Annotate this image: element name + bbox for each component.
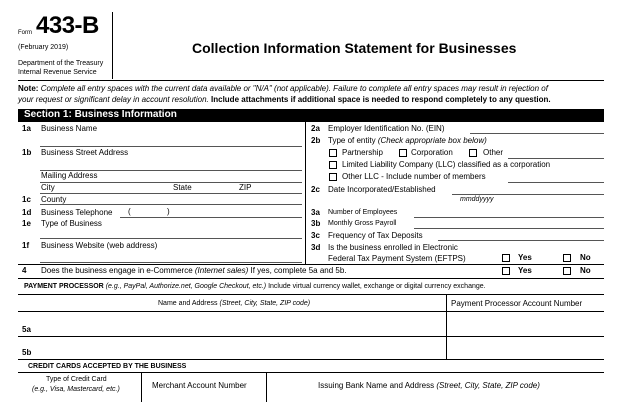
date-incorporated-field[interactable] [452, 194, 604, 195]
payment-processor-heading [24, 283, 486, 290]
pp-col-account-number: Payment Processor Account Number [451, 299, 583, 308]
pp-col-name-address [158, 300, 310, 307]
other-llc-checkbox[interactable] [329, 173, 337, 181]
agency-line1: Department of the Treasury [18, 60, 104, 67]
type-of-business-field[interactable] [40, 238, 302, 239]
cc-divider-2 [266, 372, 267, 402]
header-divider [112, 12, 113, 79]
telephone-open-paren: ( [128, 207, 131, 216]
num-3a: 3a [311, 208, 320, 217]
other-checkbox[interactable] [469, 149, 477, 157]
cc-col-issuing-bank-italic: (Street, City, State, ZIP code) [436, 381, 540, 390]
ecommerce-no-checkbox[interactable] [563, 267, 571, 275]
num-3b: 3b [311, 219, 321, 228]
note-line2 [18, 95, 551, 104]
num-4: 4 [22, 266, 27, 275]
entity-type-label [328, 136, 487, 145]
business-name-field[interactable] [40, 146, 302, 147]
num-1d: 1d [22, 208, 32, 217]
q4-bottom-rule [18, 278, 604, 279]
ecommerce-yes-checkbox[interactable] [502, 267, 510, 275]
note-text1: Complete all entry spaces with the current data available or "N/A" (not applicable). Failure to complete all entry spaces may result in rejection of [40, 84, 548, 93]
payment-processor-heading-rest: Include virtual currency wallet, exchange or digital currency exchange. [268, 283, 486, 290]
other-entity-field[interactable] [508, 158, 604, 159]
page-title: Collection Information Statement for Businesses [192, 40, 517, 56]
eftps-no-label: No [580, 253, 591, 262]
llc-corporation-checkbox[interactable] [329, 161, 337, 169]
telephone-label: Business Telephone [41, 208, 113, 217]
credit-cards-heading: CREDIT CARDS ACCEPTED BY THE BUSINESS [28, 363, 187, 370]
row-5b-account-field[interactable] [447, 337, 604, 359]
employees-label: Number of Employees [328, 209, 398, 216]
gross-payroll-field[interactable] [414, 228, 604, 229]
state-label: State [173, 183, 192, 192]
num-1e: 1e [22, 219, 31, 228]
note-line1 [18, 84, 548, 93]
row-5b-name-field[interactable] [40, 337, 445, 359]
num-2b: 2b [311, 136, 321, 145]
num-1a: 1a [22, 124, 31, 133]
website-label: Business Website (web address) [41, 241, 158, 250]
eftps-no-checkbox[interactable] [563, 254, 571, 262]
num-2a: 2a [311, 124, 320, 133]
city-state-zip-field[interactable] [40, 193, 302, 194]
num-1c: 1c [22, 195, 31, 204]
ecommerce-question [41, 266, 347, 275]
credit-cards-header-rule [18, 372, 604, 373]
cc-col-type-line2: (e.g., Visa, Mastercard, etc.) [32, 386, 120, 393]
city-label: City [41, 183, 55, 192]
section1-title: Section 1: Business Information [24, 109, 177, 120]
section1-bottom-rule [18, 264, 604, 265]
row-5b-rule [18, 359, 604, 360]
cc-divider-1 [141, 372, 142, 402]
num-2c: 2c [311, 185, 320, 194]
tax-deposits-label: Frequency of Tax Deposits [328, 231, 423, 240]
other-label: Other [483, 148, 504, 157]
note-text2: your request or significant delay in account resolution. [18, 95, 209, 104]
ein-label: Employer Identification No. (EIN) [328, 124, 445, 133]
pp-col-name-address-text: Name and Address [158, 300, 218, 307]
type-of-business-label: Type of Business [41, 219, 102, 228]
ecommerce-yes-label: Yes [518, 266, 532, 275]
payment-processor-heading-italic: (e.g., PayPal, Authorize.net, Google Checkout, etc.) [105, 283, 267, 290]
note-text2-bold: Include attachments if additional space is needed to respond completely to any question. [211, 95, 551, 104]
form-number: 433-B [36, 12, 99, 39]
eftps-label-line2: Federal Tax Payment System (EFTPS) [328, 254, 466, 263]
date-format-hint: mmddyyyy [460, 196, 494, 203]
ecommerce-text-italic: (Internet sales) [194, 266, 249, 275]
agency-line2: Internal Revenue Service [18, 69, 97, 76]
form-label: Form [18, 30, 32, 36]
employees-field[interactable] [414, 217, 604, 218]
payment-processor-heading-bold: PAYMENT PROCESSOR [24, 283, 104, 290]
ecommerce-no-label: No [580, 266, 591, 275]
cc-col-type-line1: Type of Credit Card [46, 376, 107, 383]
llc-members-field[interactable] [508, 182, 604, 183]
telephone-close-paren: ) [167, 207, 170, 216]
num-1b: 1b [22, 148, 32, 157]
partnership-checkbox[interactable] [329, 149, 337, 157]
eftps-yes-label: Yes [518, 253, 532, 262]
gross-payroll-label: Monthly Gross Payroll [328, 220, 397, 227]
ein-field[interactable] [470, 133, 604, 134]
mailing-address-label: Mailing Address [41, 171, 98, 180]
llc-corporation-label: Limited Liability Company (LLC) classified as a corporation [342, 160, 551, 169]
cc-col-issuing-bank-text: Issuing Bank Name and Address [318, 381, 435, 390]
county-field[interactable] [40, 204, 302, 205]
num-3d: 3d [311, 243, 321, 252]
section1-column-divider [305, 122, 306, 264]
mailing-address-field[interactable] [40, 182, 302, 183]
business-name-label: Business Name [41, 124, 98, 133]
ecommerce-text2: If yes, complete 5a and 5b. [250, 266, 347, 275]
zip-label: ZIP [239, 183, 252, 192]
cc-col-issuing-bank [318, 381, 540, 390]
eftps-yes-checkbox[interactable] [502, 254, 510, 262]
partnership-label: Partnership [342, 148, 383, 157]
ecommerce-text1: Does the business engage in e-Commerce [41, 266, 193, 275]
cc-col-merchant-account: Merchant Account Number [152, 381, 247, 390]
num-1f: 1f [22, 241, 30, 250]
other-llc-label: Other LLC - Include number of members [342, 172, 486, 181]
entity-type-text: Type of entity [328, 136, 376, 145]
num-3c: 3c [311, 231, 320, 240]
payment-processor-header-rule [18, 294, 604, 295]
corporation-checkbox[interactable] [399, 149, 407, 157]
entity-type-hint: (Check appropriate box below) [377, 136, 487, 145]
eftps-label-line1: Is the business enrolled in Electronic [328, 243, 458, 252]
corporation-label: Corporation [411, 148, 453, 157]
website-field[interactable] [40, 262, 302, 263]
row-5a-name-field[interactable] [40, 312, 445, 336]
form-date: (February 2019) [18, 44, 69, 51]
row-5a-label: 5a [22, 325, 31, 334]
county-label: County [41, 195, 67, 204]
header-rule [18, 80, 604, 81]
pp-col-name-address-italic: (Street, City, State, ZIP code) [219, 300, 311, 307]
date-incorporated-label: Date Incorporated/Established [328, 185, 436, 194]
row-5b-label: 5b [22, 348, 32, 357]
note-label: Note: [18, 84, 39, 93]
tax-deposits-field[interactable] [438, 240, 604, 241]
street-address-label: Business Street Address [41, 148, 129, 157]
telephone-field[interactable] [120, 217, 302, 218]
section1-bar [18, 109, 604, 122]
row-5a-account-field[interactable] [447, 312, 604, 336]
